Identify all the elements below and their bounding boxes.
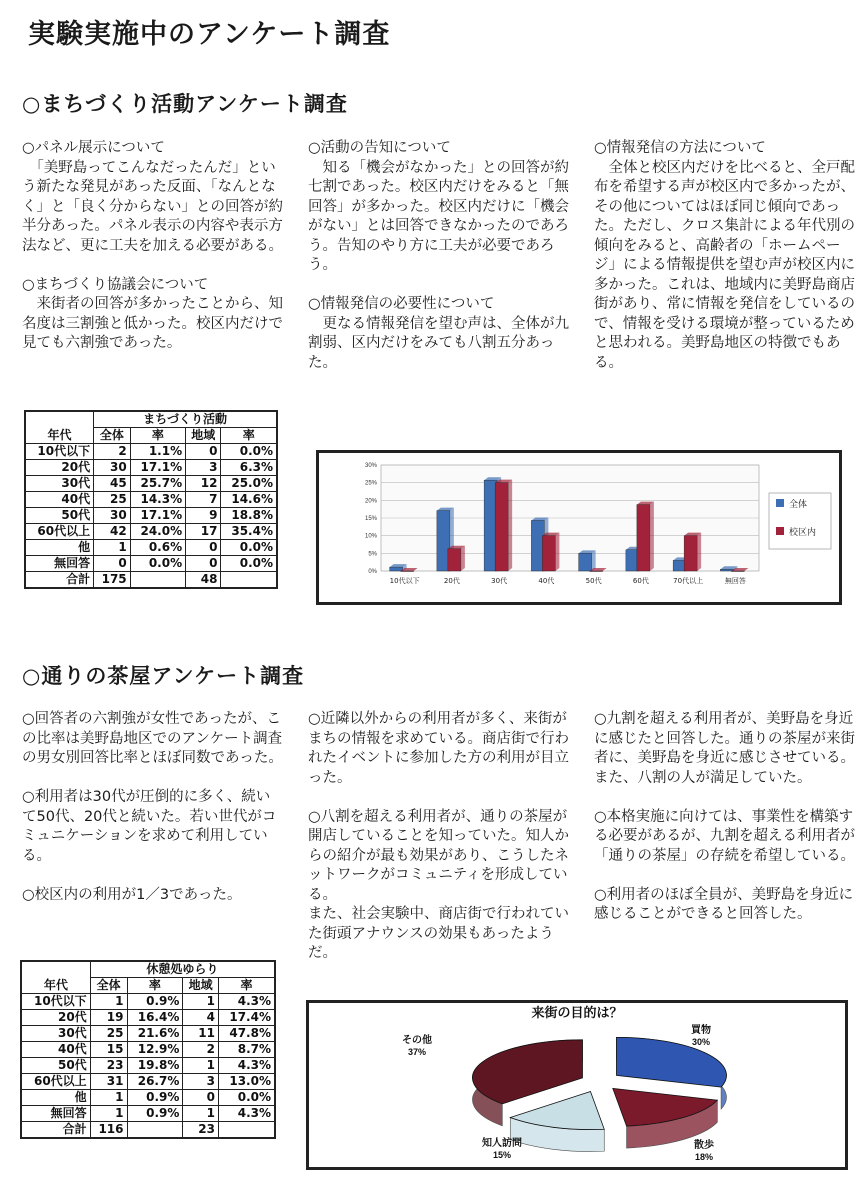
cell-rate-area: 47.8% [219, 1026, 276, 1042]
cell-rate-area: 8.7% [219, 1042, 276, 1058]
cell-all: 25 [90, 1026, 127, 1042]
cell-rate-area: 17.4% [219, 1010, 276, 1026]
cell-rate-area: 25.0% [221, 476, 277, 492]
cell-rate: 0.9% [127, 1106, 183, 1122]
y-tick-label: 30% [364, 463, 377, 469]
cell-area: 4 [183, 1010, 219, 1026]
cell-all: 23 [90, 1058, 127, 1074]
bar-area [401, 571, 414, 572]
s1-column-2 [308, 139, 570, 393]
bar-all [390, 567, 403, 571]
x-tick-label: 無回答 [724, 577, 746, 585]
s1-column-1 [22, 139, 284, 373]
y-tick-label: 20% [364, 498, 377, 505]
table-row [21, 1090, 275, 1106]
cell-rate: 14.3% [130, 492, 185, 508]
cell-age: 40代 [21, 1042, 90, 1058]
cell-rate: 16.4% [127, 1010, 183, 1026]
cell-all: 30 [94, 460, 131, 476]
x-tick-label: 10代以下 [389, 577, 420, 585]
legend-label: 全体 [789, 500, 808, 510]
pie-label: 散歩 [694, 1140, 714, 1151]
table-row [21, 994, 275, 1010]
cell-rate: 26.7% [127, 1074, 183, 1090]
cell-rate-area: 14.6% [221, 492, 277, 508]
cell-area: 0 [183, 1090, 219, 1106]
bar-side [508, 480, 512, 571]
col-header-all: 全体 [90, 978, 127, 994]
s1-col2-para-1: ○活動の告知について 知る「機会がなかった」との回答が約七割であった。校区内だけをみると「無回答」が多かった。校区内だけに「機会がない」とは回答できなかったのであろう。告知のやり方に工夫が必要であろう。 [308, 140, 569, 273]
cell-rate-area: 0.0% [221, 444, 277, 460]
cell-age: 合計 [21, 1122, 90, 1139]
table-row [25, 524, 277, 540]
cell-rate-area: 0.0% [219, 1090, 276, 1106]
s2-column-1 [22, 710, 284, 925]
col-header-all: 全体 [94, 428, 131, 444]
bar-area [590, 571, 603, 572]
legend-swatch [776, 499, 784, 507]
table-row [21, 1074, 275, 1090]
table-row [25, 508, 277, 524]
page-title: 実験実施中のアンケート調査 [28, 19, 391, 50]
col-header-age: 年代 [21, 961, 90, 994]
cell-area: 1 [183, 1106, 219, 1122]
cell-all: 1 [90, 1106, 127, 1122]
y-tick-label: 10% [364, 533, 377, 540]
table-row [25, 556, 277, 572]
cell-all: 30 [94, 508, 131, 524]
yurari-table [20, 960, 276, 1139]
cell-area: 3 [186, 460, 221, 476]
cell-area: 2 [183, 1042, 219, 1058]
cell-rate: 21.6% [127, 1026, 183, 1042]
cell-rate-area: 6.3% [221, 460, 277, 476]
pie-percent: 15% [492, 1150, 512, 1160]
cell-all: 175 [94, 572, 131, 589]
bar-side [697, 533, 701, 571]
cell-rate-area [219, 1122, 276, 1139]
pie-title: 来街の目的は？ [531, 1006, 623, 1021]
cell-age: 無回答 [21, 1106, 90, 1122]
cell-age: 40代 [25, 492, 94, 508]
cell-all: 1 [94, 540, 131, 556]
cell-age: 50代 [25, 508, 94, 524]
cell-area: 0 [186, 540, 221, 556]
cell-rate: 1.1% [130, 444, 185, 460]
pie-chart-svg [309, 1003, 845, 1167]
purpose-pie-chart [306, 1000, 848, 1170]
y-tick-label: 25% [364, 480, 377, 487]
cell-all: 2 [94, 444, 131, 460]
x-tick-label: 50代 [585, 577, 602, 585]
cell-age: 60代以上 [25, 524, 94, 540]
cell-rate: 12.9% [127, 1042, 183, 1058]
s1-col2-para-2: ○情報発信の必要性について 更なる情報発信を望む声は、全体が九割弱、区内だけをみても八割五分あった。 [308, 296, 569, 371]
cell-rate [130, 572, 185, 589]
x-tick-label: 20代 [443, 577, 460, 585]
cell-rate-area: 13.0% [219, 1074, 276, 1090]
table-total-row [21, 1122, 275, 1139]
bar-side [555, 533, 559, 571]
table-group-header: まちづくり活動 [94, 411, 277, 428]
table-row [25, 492, 277, 508]
cell-all: 15 [90, 1042, 127, 1058]
table-row [21, 1058, 275, 1074]
cell-age: 60代以上 [21, 1074, 90, 1090]
cell-rate: 0.0% [130, 556, 185, 572]
cell-all: 25 [94, 492, 131, 508]
bar-area [637, 505, 650, 571]
cell-all: 1 [90, 994, 127, 1010]
pie-label: 知人訪問 [482, 1138, 522, 1149]
s2-col2-para-2: ○八割を超える利用者が、通りの茶屋が開店していることを知っていた。知人からの紹介が最も効果があり、こうしたネットワークがコミュニティを形成している。 また、社会実験中、商店街で行われていた街頭アナウンスの効果もあったようだ。 [308, 808, 569, 961]
cell-all: 1 [90, 1090, 127, 1106]
table-row [25, 476, 277, 492]
cell-rate: 25.7% [130, 476, 185, 492]
table-row [25, 540, 277, 556]
cell-all: 42 [94, 524, 131, 540]
col-header-area: 地域 [183, 978, 219, 994]
cell-all: 31 [90, 1074, 127, 1090]
machizukuri-table [24, 410, 278, 589]
bar-side [592, 550, 596, 571]
pie-label: その他 [402, 1035, 432, 1046]
bar-area [542, 536, 555, 571]
y-tick-label: 15% [364, 516, 377, 522]
cell-rate-area: 35.4% [221, 524, 277, 540]
bar-area [684, 536, 697, 571]
cell-area: 48 [186, 572, 221, 589]
cell-area: 7 [186, 492, 221, 508]
cell-age: 20代 [21, 1010, 90, 1026]
table-row [21, 1042, 275, 1058]
bar-all [720, 569, 733, 571]
cell-age: 他 [25, 540, 94, 556]
s1-column-3 [594, 139, 856, 393]
table-body [21, 994, 275, 1139]
cell-age: 他 [21, 1090, 90, 1106]
pie-percent: 37% [407, 1047, 427, 1057]
bar-side [461, 546, 465, 571]
s2-col3-para-3: ○利用者のほぼ全員が、美野島を身近に感じることができると回答した。 [594, 886, 854, 922]
section-title-chaya: ○通りの茶屋アンケート調査 [22, 664, 305, 688]
table-group-header: 休憩処ゆらり [90, 961, 275, 978]
s2-column-2 [308, 710, 570, 983]
bar-all [579, 553, 592, 571]
cell-rate-area: 4.3% [219, 1106, 276, 1122]
cell-rate [127, 1122, 183, 1139]
cell-age: 10代以下 [21, 994, 90, 1010]
s1-col3-para-1: ○情報発信の方法について 全体と校区内だけを比べると、全戸配布を希望する声が校区内で多かったが、その他についてはほぼ同じ傾向であった。ただし、クロス集計による年代別の傾向をみると、高齢者の「ホームページ」による情報提供を望む声が校区内に多かった。これは、地域内に美野島商店街があり、常に情報を発信をしているので、情報を受ける環境が整っているためと思われる。美野島地区の特徴でもある。 [594, 140, 855, 371]
table-row [21, 1010, 275, 1026]
cell-area: 12 [186, 476, 221, 492]
cell-rate: 19.8% [127, 1058, 183, 1074]
s2-col1-para-1: ○回答者の六割強が女性であったが、この比率は美野島地区でのアンケート調査の男女別回答比率とほぼ同数であった。 [22, 711, 283, 766]
s2-col1-para-2: ○利用者は30代が圧倒的に多く、続いて50代、20代と続いた。若い世代がコミュニケーションを求めて利用している。 [22, 789, 277, 864]
cell-rate-area: 18.8% [221, 508, 277, 524]
col-header-rate-area: 率 [221, 428, 277, 444]
cell-rate: 0.9% [127, 1090, 183, 1106]
y-tick-label: 5% [368, 551, 377, 558]
col-header-area: 地域 [186, 428, 221, 444]
bar-area [495, 483, 508, 571]
cell-rate: 24.0% [130, 524, 185, 540]
col-header-rate-area: 率 [219, 978, 276, 994]
s1-col1-para-1: ○パネル展示について 「美野島ってこんなだったんだ」という新たな発見があった反面、「なんとなく」と「良く分からない」との回答が約半分あった。パネル表示の内容や表示方法など、更に工夫を加える必要がある。 [22, 140, 283, 254]
cell-area: 0 [186, 556, 221, 572]
s2-col1-para-3: ○校区内の利用が1／3であった。 [22, 886, 242, 903]
cell-rate: 0.6% [130, 540, 185, 556]
bar-area [731, 571, 744, 572]
cell-rate: 17.1% [130, 460, 185, 476]
cell-rate-area: 0.0% [221, 540, 277, 556]
cell-all: 45 [94, 476, 131, 492]
cell-area: 23 [183, 1122, 219, 1139]
x-tick-label: 30代 [491, 577, 508, 585]
cell-area: 1 [183, 994, 219, 1010]
cell-age: 無回答 [25, 556, 94, 572]
cell-area: 17 [186, 524, 221, 540]
cell-area: 3 [183, 1074, 219, 1090]
cell-rate-area: 4.3% [219, 994, 276, 1010]
x-tick-label: 40代 [538, 577, 555, 585]
cell-area: 1 [183, 1058, 219, 1074]
pie-slice [472, 1040, 582, 1104]
age-bar-chart [316, 450, 842, 605]
bar-side [650, 502, 654, 571]
col-header-rate: 率 [127, 978, 183, 994]
cell-age: 20代 [25, 460, 94, 476]
s2-col3-para-1: ○九割を超える利用者が、美野島を身近に感じたと回答した。通りの茶屋が来街者に、美野島を身近に感じさせている。また、八割の人が満足していた。 [594, 711, 855, 786]
cell-area: 0 [186, 444, 221, 460]
table-row [25, 460, 277, 476]
cell-age: 10代以下 [25, 444, 94, 460]
pie-percent: 18% [694, 1152, 714, 1162]
cell-age: 30代 [25, 476, 94, 492]
cell-all: 0 [94, 556, 131, 572]
pie-label: 買物 [691, 1025, 711, 1036]
x-tick-label: 70代以上 [673, 577, 704, 585]
cell-all: 116 [90, 1122, 127, 1139]
cell-age: 合計 [25, 572, 94, 589]
table-total-row [25, 572, 277, 589]
cell-rate-area: 4.3% [219, 1058, 276, 1074]
col-header-rate: 率 [130, 428, 185, 444]
s2-col3-para-2: ○本格実施に向けては、事業性を構築する必要があるが、九割を超える利用者が「通りの茶屋」の存続を希望している。 [594, 808, 855, 864]
cell-rate-area: 0.0% [221, 556, 277, 572]
table-row [21, 1026, 275, 1042]
table-row [21, 1106, 275, 1122]
table-body [25, 444, 277, 589]
cell-age: 30代 [21, 1026, 90, 1042]
section-title-machizukuri: ○まちづくり活動アンケート調査 [22, 92, 348, 116]
y-tick-label: 0% [368, 569, 377, 575]
col-header-age: 年代 [25, 411, 94, 444]
x-tick-label: 60代 [632, 577, 649, 585]
bar-chart-svg [319, 453, 839, 602]
s1-col1-para-2: ○まちづくり協議会について 来街者の回答が多かったことから、知名度は三割強と低かった。校区内だけで見ても六割強であった。 [22, 276, 283, 351]
legend-label: 校区内 [789, 528, 817, 538]
pie-percent: 30% [691, 1037, 711, 1047]
cell-age: 50代 [21, 1058, 90, 1074]
cell-rate-area [221, 572, 277, 589]
table-row [25, 444, 277, 460]
bar-area [448, 549, 461, 571]
cell-all: 19 [90, 1010, 127, 1026]
legend-swatch [776, 527, 784, 535]
cell-area: 11 [183, 1026, 219, 1042]
s2-column-3 [594, 710, 856, 944]
s2-col2-para-1: ○近隣以外からの利用者が多く、来街がまちの情報を求めている。商店街で行われたイベントに参加した方の利用が目立った。 [308, 711, 569, 786]
cell-rate: 17.1% [130, 508, 185, 524]
cell-rate: 0.9% [127, 994, 183, 1010]
cell-area: 9 [186, 508, 221, 524]
